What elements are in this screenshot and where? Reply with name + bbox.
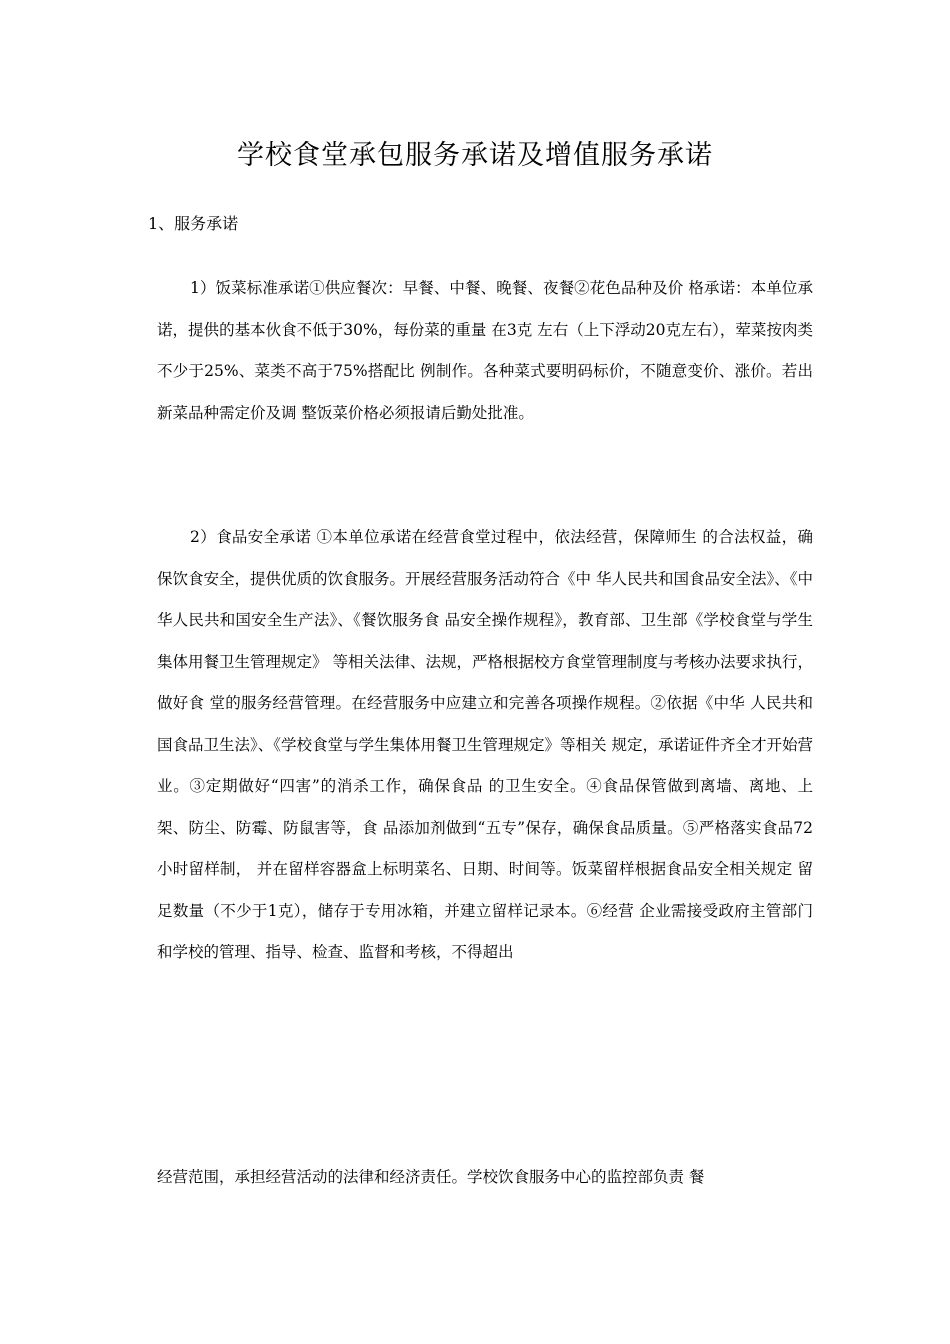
document-title: 学校食堂承包服务承诺及增值服务承诺: [237, 140, 713, 171]
paragraph-continuation: 经营范围，承担经营活动的法律和经济责任。学校饮食服务中心的监控部负责 餐: [157, 1168, 705, 1186]
paragraph-food-safety: 2）食品安全承诺 ①本单位承诺在经营食堂过程中，依法经营，保障师生 的合法权益，确保饮食安全，提供优质的饮食服务。开展经营服务活动符合《中 华人民共和国食品安全法》、《中华人民共和国安全生产法》、《餐饮服务食 品安全操作规程》，教育部、卫生部《学校食堂与学生集体用餐卫生管理规定》 等相关法律、法规，严格根据校方食堂管理制度与考核办法要求执行，做好食 堂的服务经营管理。在经营服务中应建立和完善各项操作规程。②依据《中华 人民共和国食品卫生法》、《学校食堂与学生集体用餐卫生管理规定》等相关 规定，承诺证件齐全才开始营业。③定期做好“四害”的消杀工作，确保食品 的卫生安全。④食品保管做到离墙、离地、上架、防尘、防霉、防鼠害等，食 品添加剂做到“五专”保存，确保食品质量。⑤严格落实食品72小时留样制， 并在留样容器盒上标明菜名、日期、时间等。饭菜留样根据食品安全相关规定 留足数量（不少于1克），储存于专用冰箱，并建立留样记录本。⑥经营 企业需接受政府主管部门和学校的管理、指导、检查、监督和考核，不得超出: [157, 528, 813, 961]
paragraph-meal-standard: 1）饭菜标准承诺①供应餐次：早餐、中餐、晚餐、夜餐②花色品种及价 格承诺：本单位承诺，提供的基本伙食不低于30%，每份菜的重量 在3克 左右（上下浮动20克左右），荤菜按肉类不少于25%、菜类不高于75%搭配比 例制作。各种菜式要明码标价，不随意变价、涨价。若出新菜品种需定价及调 整饭菜价格必须报请后勤处批准。: [157, 279, 813, 422]
section-heading-service-commitment: 1、服务承诺: [148, 214, 239, 233]
